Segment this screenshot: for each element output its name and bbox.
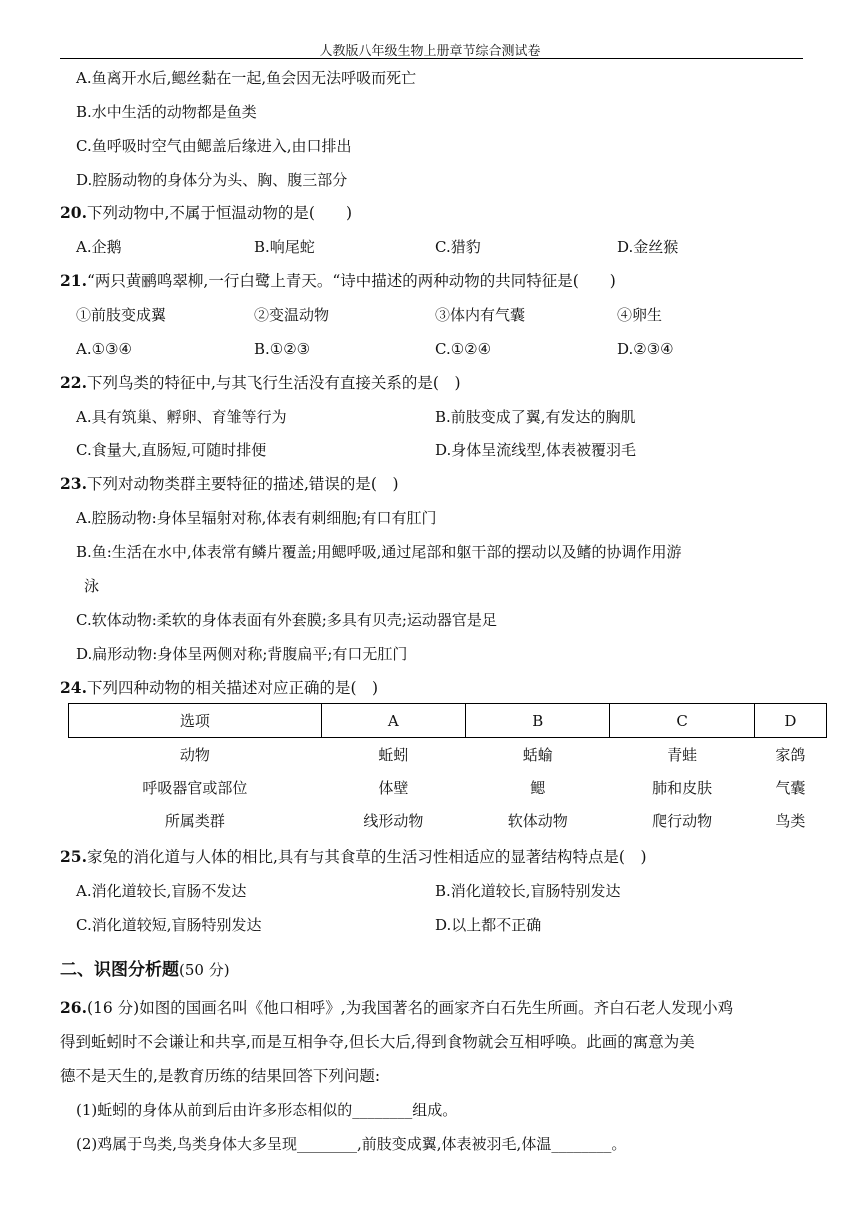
table-cell: 蚯蚓 bbox=[378, 746, 409, 764]
q25-option-c: C.消化道较短,盲肠特别发达 bbox=[76, 916, 262, 934]
question-text: 下列四种动物的相关描述对应正确的是( ) bbox=[86, 679, 379, 697]
question-23 bbox=[60, 474, 399, 494]
question-text: “两只黄鹂鸣翠柳,一行白鹭上青天。“诗中描述的两种动物的共同特征是( ) bbox=[86, 272, 616, 290]
table-cell: 青蛙 bbox=[667, 746, 698, 764]
q20-option-c: C.猎豹 bbox=[435, 238, 481, 256]
page-header-title: 人教版八年级生物上册章节综合测试卷 bbox=[319, 44, 541, 59]
header-divider bbox=[60, 58, 803, 59]
question-21 bbox=[60, 271, 616, 291]
table-cell: 气囊 bbox=[775, 779, 806, 797]
question-20 bbox=[60, 203, 352, 223]
section-score: (50 分) bbox=[179, 961, 230, 979]
q21-option-d: D.②③④ bbox=[617, 340, 674, 358]
question-number: 22. bbox=[60, 373, 87, 392]
section-title: 二、识图分析题 bbox=[60, 960, 179, 980]
table-cell: 体壁 bbox=[378, 779, 409, 797]
table-row bbox=[69, 804, 827, 837]
question-text: 下列鸟类的特征中,与其飞行生活没有直接关系的是( ) bbox=[86, 374, 461, 392]
q20-option-b: B.响尾蛇 bbox=[254, 238, 315, 256]
question-number: 23. bbox=[60, 474, 87, 493]
q19-option-d: D.腔肠动物的身体分为头、胸、腹三部分 bbox=[76, 171, 348, 189]
table-cell: 爬行动物 bbox=[652, 812, 713, 830]
table-cell: 家鸽 bbox=[775, 746, 806, 764]
q22-option-d: D.身体呈流线型,体表被覆羽毛 bbox=[435, 441, 637, 459]
table-cell: 软体动物 bbox=[507, 812, 568, 830]
table-header-row bbox=[69, 704, 827, 738]
table-header-cell: D bbox=[754, 704, 826, 738]
q19-option-a: A.鱼离开水后,鳃丝黏在一起,鱼会因无法呼吸而死亡 bbox=[76, 69, 417, 87]
question-text: 下列动物中,不属于恒温动物的是( ) bbox=[86, 204, 352, 222]
question-24 bbox=[60, 678, 378, 698]
q26-subquestion-1: (1)蚯蚓的身体从前到后由许多形态相似的________组成。 bbox=[76, 1101, 458, 1119]
q23-option-a: A.腔肠动物:身体呈辐射对称,体表有刺细胞;有口有肛门 bbox=[76, 509, 437, 527]
table-cell: 鳃 bbox=[530, 779, 546, 797]
table-cell: 所属类群 bbox=[164, 812, 225, 830]
q21-option-b: B.①②③ bbox=[254, 340, 311, 358]
section-heading bbox=[60, 955, 230, 980]
question-22 bbox=[60, 373, 461, 393]
q23-option-c: C.软体动物:柔软的身体表面有外套膜;多具有贝壳;运动器官是足 bbox=[76, 611, 497, 629]
q26-text-line-3: 德不是天生的,是教育历练的结果回答下列问题: bbox=[60, 1067, 381, 1085]
question-number: 21. bbox=[60, 271, 87, 290]
q19-option-b: B.水中生活的动物都是鱼类 bbox=[76, 103, 257, 121]
table-cell: 线形动物 bbox=[363, 812, 424, 830]
q22-option-b: B.前肢变成了翼,有发达的胸肌 bbox=[435, 408, 636, 426]
table-cell: 呼吸器官或部位 bbox=[142, 779, 248, 797]
table-header-cell: 选项 bbox=[69, 704, 322, 738]
q23-option-d: D.扁形动物:身体呈两侧对称;背腹扁平;有口无肛门 bbox=[76, 645, 408, 663]
table-header-cell: C bbox=[610, 704, 754, 738]
question-text: 家兔的消化道与人体的相比,具有与其食草的生活习性相适应的显著结构特点是( ) bbox=[86, 848, 647, 866]
q21-option-a: A.①③④ bbox=[76, 340, 132, 358]
q21-item-2: ②变温动物 bbox=[254, 306, 330, 324]
question-26 bbox=[60, 998, 733, 1018]
q21-item-3: ③体内有气囊 bbox=[435, 306, 526, 324]
question-text: 下列对动物类群主要特征的描述,错误的是( ) bbox=[86, 475, 399, 493]
q20-option-a: A.企鹅 bbox=[76, 238, 122, 256]
q23-option-b-continued: 泳 bbox=[84, 577, 100, 595]
table-header-cell: A bbox=[321, 704, 465, 738]
q26-subquestion-2: (2)鸡属于鸟类,鸟类身体大多呈现________,前肢变成翼,体表被羽毛,体温________。 bbox=[76, 1135, 627, 1153]
q25-option-d: D.以上都不正确 bbox=[435, 916, 542, 934]
q21-item-4: ④卵生 bbox=[617, 306, 663, 324]
q19-option-c: C.鱼呼吸时空气由鳃盖后缘进入,由口排出 bbox=[76, 137, 352, 155]
q20-option-d: D.金丝猴 bbox=[617, 238, 679, 256]
table-row bbox=[69, 738, 827, 772]
q26-text-line-2: 得到蚯蚓时不会谦让和共享,而是互相争夺,但长大后,得到食物就会互相呼唤。此画的寓意为美 bbox=[60, 1033, 695, 1051]
question-number: 25. bbox=[60, 847, 87, 866]
table-cell: 动物 bbox=[179, 746, 210, 764]
table-row bbox=[69, 771, 827, 804]
question-text: (16 分)如图的国画名叫《他口相呼》,为我国著名的画家齐白石先生所画。齐白石老人发现小鸡 bbox=[86, 999, 734, 1017]
table-cell: 肺和皮肤 bbox=[652, 779, 713, 797]
q21-item-1: ①前肢变成翼 bbox=[76, 306, 167, 324]
question-number: 24. bbox=[60, 678, 87, 697]
q23-option-b: B.鱼:生活在水中,体表常有鳞片覆盖;用鳃呼吸,通过尾部和躯干部的摆动以及鳍的协调作用游 bbox=[76, 543, 682, 561]
table-cell: 蛞蝓 bbox=[522, 746, 553, 764]
q22-option-c: C.食量大,直肠短,可随时排便 bbox=[76, 441, 267, 459]
q25-option-a: A.消化道较长,盲肠不发达 bbox=[76, 882, 247, 900]
question-number: 20. bbox=[60, 203, 87, 222]
q24-table bbox=[68, 703, 827, 837]
table-cell: 鸟类 bbox=[775, 812, 806, 830]
question-number: 26. bbox=[60, 998, 87, 1017]
question-25 bbox=[60, 847, 647, 867]
q22-option-a: A.具有筑巢、孵卵、育雏等行为 bbox=[76, 408, 287, 426]
q25-option-b: B.消化道较长,盲肠特别发达 bbox=[435, 882, 621, 900]
table-header-cell: B bbox=[466, 704, 610, 738]
q21-option-c: C.①②④ bbox=[435, 340, 492, 358]
